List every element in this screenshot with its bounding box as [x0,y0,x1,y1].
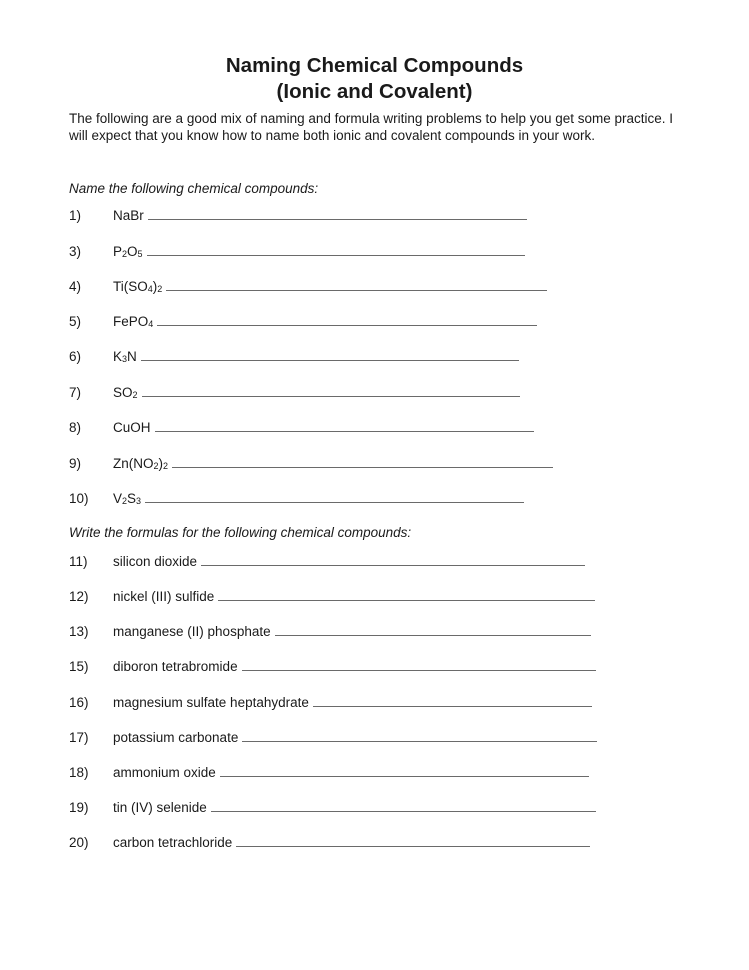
answer-blank[interactable] [313,694,592,707]
question-number: 12) [69,589,89,604]
question-label: magnesium sulfate heptahydrate [113,695,309,710]
question-row [69,799,596,817]
question-label: $P_2O_5$ [113,244,143,259]
question-row [69,658,596,676]
question-number: 16) [69,695,89,710]
question-number: 6) [69,349,82,364]
section-2-heading: Write the formulas for the following chemical compounds: [69,525,412,540]
answer-blank[interactable] [242,729,597,742]
question-label: $Ti(SO_4)_2$ [113,279,163,294]
question-label: manganese (II) phosphate [113,624,271,639]
question-number: 10) [69,491,89,506]
question-label: $K_3N$ [113,349,137,364]
answer-blank[interactable] [218,588,595,601]
question-row [69,313,537,331]
question-row [69,834,590,852]
answer-blank[interactable] [220,764,589,777]
question-label: silicon dioxide [113,554,198,569]
answer-blank[interactable] [275,623,591,636]
question-number: 15) [69,659,89,674]
question-label: FePO$_4$ [113,314,154,329]
title-line-1: Naming Chemical Compounds [225,54,524,77]
question-label: potassium carbonate [113,730,239,745]
question-row [69,694,592,712]
question-row [69,623,591,641]
section-1-heading: Name the following chemical compounds: [69,181,319,196]
title-line-2: (Ionic and Covalent) [276,80,473,103]
question-row [69,419,534,437]
question-number: 9) [69,456,82,471]
question-row [69,729,597,747]
answer-blank[interactable] [142,384,520,397]
question-label: ammonium oxide [113,765,216,780]
question-row [69,207,527,225]
question-number: 3) [69,244,82,259]
answer-blank[interactable] [157,313,537,326]
question-label: CuOH [113,420,151,435]
answer-blank[interactable] [172,455,553,468]
question-row [69,384,520,402]
page-title [0,53,749,105]
question-number: 1) [69,208,82,223]
answer-blank[interactable] [201,553,585,566]
question-number: 13) [69,624,89,639]
question-label: diboron tetrabromide [113,659,238,674]
question-row [69,764,589,782]
intro-paragraph: The following are a good mix of naming and formula writing problems to help you get some practice. I will expect that you know how to name both ionic and covalent compounds in your work. [69,111,674,143]
question-label: $Zn(NO_2)_2$ [113,456,169,471]
answer-blank[interactable] [242,658,596,671]
question-row [69,553,585,571]
question-number: 20) [69,835,89,850]
question-row [69,348,519,366]
question-row [69,588,595,606]
question-row [69,490,524,508]
question-number: 4) [69,279,82,294]
question-number: 5) [69,314,82,329]
answer-blank[interactable] [148,207,527,220]
question-number: 17) [69,730,89,745]
answer-blank[interactable] [155,419,534,432]
question-number: 11) [69,554,88,569]
question-row [69,243,525,261]
answer-blank[interactable] [147,243,525,256]
answer-blank[interactable] [166,278,547,291]
question-label: nickel (III) sulfide [113,589,215,604]
question-number: 7) [69,385,82,400]
question-row [69,278,547,296]
answer-blank[interactable] [211,799,596,812]
question-number: 18) [69,765,89,780]
question-label: tin (IV) selenide [113,800,207,815]
question-label: NaBr [113,208,144,223]
answer-blank[interactable] [145,490,524,503]
question-label: carbon tetrachloride [113,835,233,850]
answer-blank[interactable] [236,834,590,847]
question-label: $V_2S_3$ [113,491,142,506]
question-row [69,455,553,473]
question-label: $SO_2$ [113,385,138,400]
question-number: 19) [69,800,89,815]
answer-blank[interactable] [141,348,519,361]
question-number: 8) [69,420,82,435]
